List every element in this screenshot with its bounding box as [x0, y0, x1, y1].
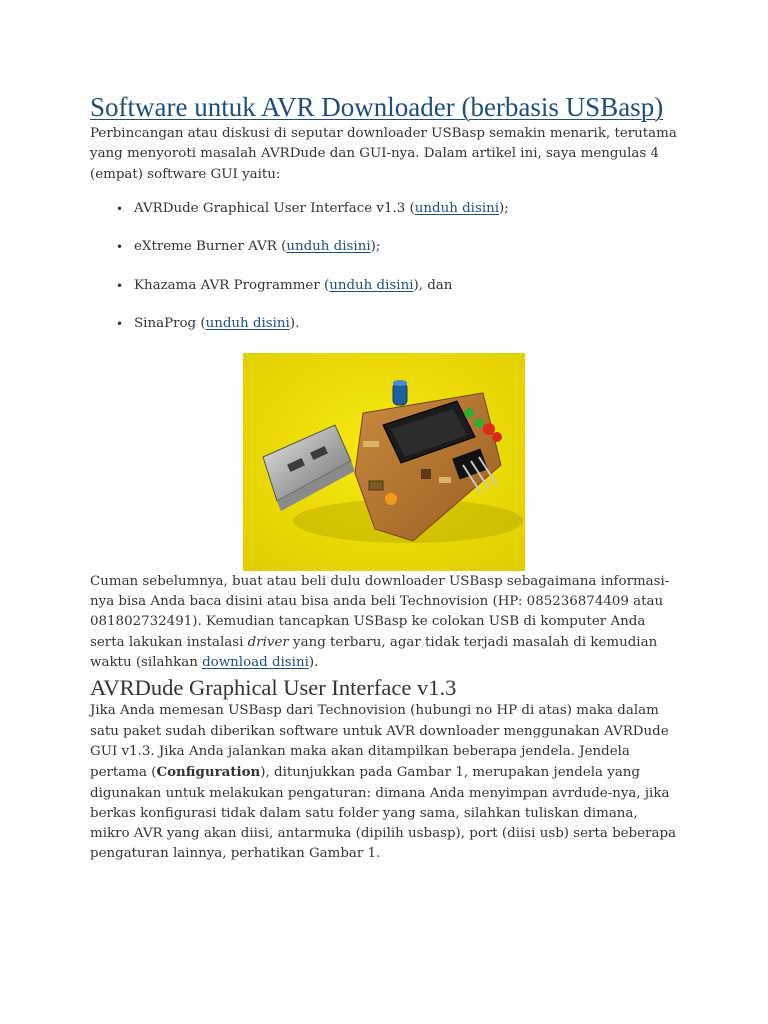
setup-paragraph	[90, 572, 680, 673]
article	[90, 92, 680, 865]
download-link[interactable]: unduh disini	[205, 316, 290, 332]
bold-text: Configuration	[156, 764, 261, 781]
item-text: ).	[289, 316, 300, 332]
list-item	[90, 237, 680, 257]
section-heading: AVRDude Graphical User Interface v1.3	[90, 675, 457, 701]
page-title[interactable]: Software untuk AVR Downloader (berbasis USBasp)	[90, 92, 664, 122]
paragraph-text: Cuman sebelumnya, buat atau beli dulu downloader USBasp sebagaimana informasi-nya bisa Anda baca disini atau bisa anda beli Technovision (HP: 085236874409 atau 081802732491). Kemudian tancapkan USBasp ke colokan USB di komputer Anda serta lakukan instalasi	[90, 573, 670, 650]
list-item	[90, 314, 680, 334]
list-item	[90, 276, 680, 296]
italic-text: driver	[247, 634, 289, 650]
item-text: );	[370, 239, 381, 255]
download-link[interactable]: unduh disini	[414, 200, 500, 216]
driver-download-link[interactable]: download disini	[202, 655, 309, 671]
paragraph-text: yang terbaru, agar tidak terjadi masalah di kemudian waktu (silahkan	[90, 634, 658, 671]
item-text: eXtreme Burner AVR (	[134, 239, 287, 255]
download-link[interactable]: unduh disini	[329, 277, 414, 293]
item-text: Khazama AVR Programmer (	[134, 277, 330, 293]
bullet: •	[116, 317, 124, 332]
item-text: );	[499, 200, 509, 216]
software-list	[90, 199, 680, 335]
intro-paragraph: Perbincangan atau diskusi di seputar downloader USBasp semakin menarik, terutama yang menyoroti masalah AVRDude dan GUI-nya. Dalam artikel ini, saya mengulas 4 (empat) software GUI yaitu:	[90, 126, 677, 182]
list-item	[90, 199, 680, 219]
paragraph-text: ), ditunjukkan pada Gambar 1, merupakan jendela yang digunakan untuk melakukan pengaturan: dimana Anda menyimpan avrdude-nya, jika berkas konfigurasi tidak dalam satu folder yang sama, silahkan tuliskan dimana, mikro AVR yang akan diisi, antarmuka (dipilih usbasp), port (diisi usb) serta beberapa pengaturan lainnya, perhatikan Gambar 1.	[90, 765, 676, 862]
item-text: AVRDude Graphical User Interface v1.3 (	[134, 200, 415, 216]
usbasp-board-photo	[243, 353, 525, 571]
bullet: •	[116, 240, 124, 255]
item-text: SinaProg (	[134, 316, 206, 332]
download-link[interactable]: unduh disini	[286, 239, 371, 255]
configuration-paragraph	[90, 701, 680, 864]
bullet: •	[116, 278, 124, 293]
paragraph-text: Jika Anda memesan USBasp dari Technovision (hubungi no HP di atas) maka dalam satu paket sudah diberikan software untuk AVR downloader menggunakan AVRDude GUI v1.3. Jika Anda jalankan maka akan ditampilkan beberapa jendela. Jendela pertama (	[90, 703, 669, 781]
paragraph-text: ).	[308, 655, 319, 671]
bullet: •	[116, 201, 124, 216]
item-text: ), dan	[413, 277, 453, 293]
